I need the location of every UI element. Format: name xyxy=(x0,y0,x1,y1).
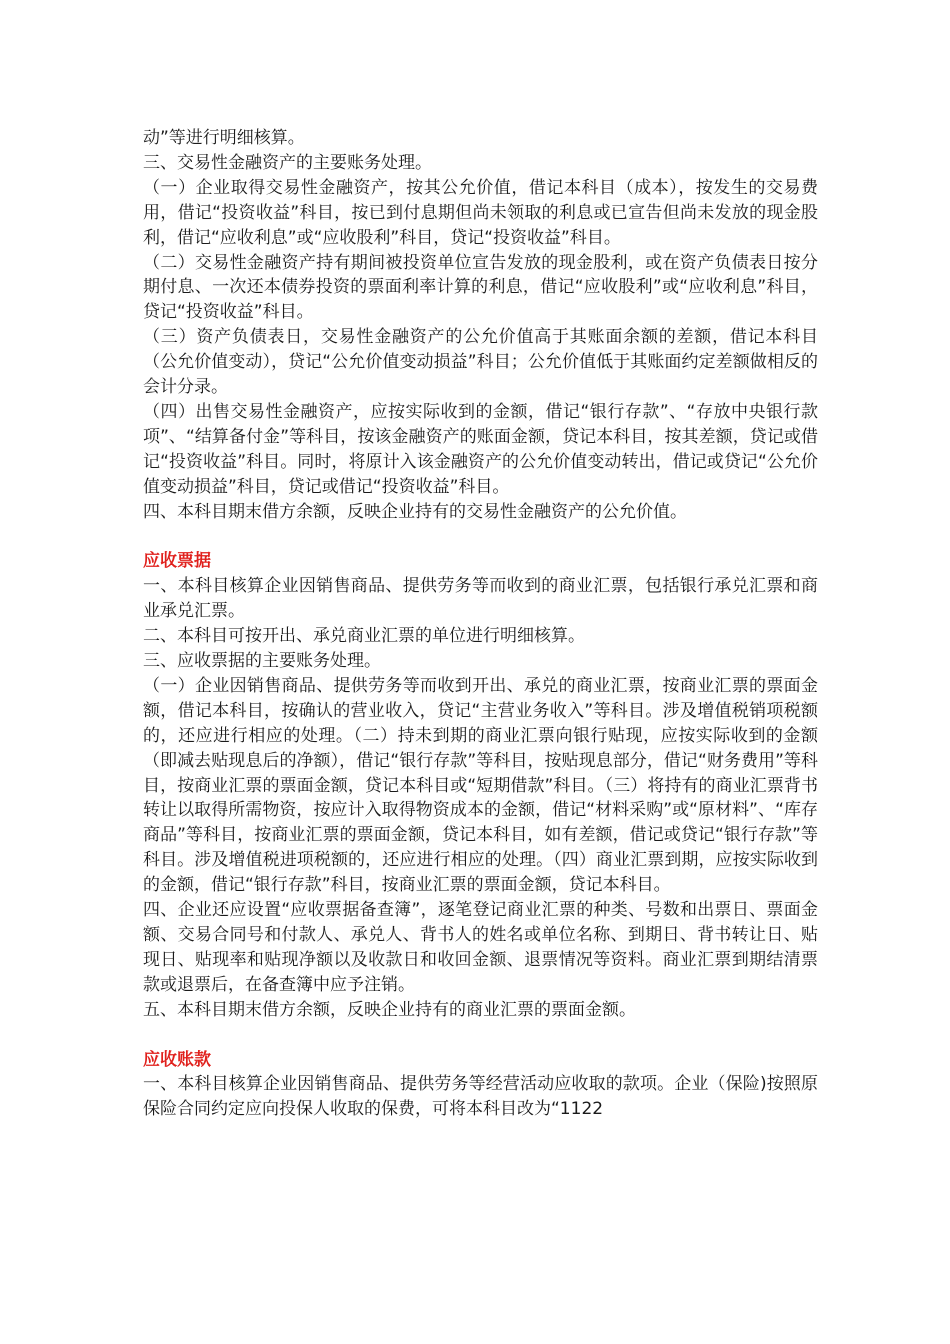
section-spacer xyxy=(143,525,818,550)
paragraph-sub-item-2: （二）交易性金融资产持有期间被投资单位宣告发放的现金股利，或在资产负债表日按分期付息、一次还本债券投资的票面利率计算的利息，借记“应收股利”或“应收利息”科目，贷记“投资收益”科目。 xyxy=(143,252,818,323)
paragraph-item-four: 四、企业还应设置“应收票据备查簿”，逐笔登记商业汇票的种类、号数和出票日、票面金额、交易合同号和付款人、承兑人、背书人的姓名或单位名称、到期日、背书转让日、贴现日、贴现率和贴现净额以及收款日和收回金额、退票情况等资料。商业汇票到期结清票款或退票后，在备查簿中应予注销。 xyxy=(143,900,818,995)
paragraph-sub-item-1: （一）企业取得交易性金融资产，按其公允价值，借记本科目（成本），按发生的交易费用，借记“投资收益”科目，按已到付息期但尚未领取的利息或已宣告但尚未发放的现金股利，借记“应收利息”或“应收股利”科目，贷记“投资收益”科目。 xyxy=(143,177,818,248)
document-body xyxy=(143,126,818,1122)
paragraph-sub-items: （一）企业因销售商品、提供劳务等而收到开出、承兑的商业汇票，按商业汇票的票面金额，借记本科目，按确认的营业收入，贷记“主营业务收入”等科目。涉及增值税销项税额的，还应进行相应的处理。（二）持未到期的商业汇票向银行贴现，应按实际收到的金额（即减去贴现息后的净额），借记“银行存款”等科目，按贴现息部分，借记“财务费用”等科目，按商业汇票的票面金额，贷记本科目或“短期借款”科目。（三）将持有的商业汇票背书转让以取得所需物资，按应计入取得物资成本的金额，借记“材料采购”或“原材料”、“库存商品”等科目，按商业汇票的票面金额，贷记本科目，如有差额，借记或贷记“银行存款”等科目。涉及增值税进项税额的，还应进行相应的处理。（四）商业汇票到期，应按实际收到的金额，借记“银行存款”科目，按商业汇票的票面金额，贷记本科目。 xyxy=(143,675,818,896)
paragraph-item-one: 一、本科目核算企业因销售商品、提供劳务等而收到的商业汇票，包括银行承兑汇票和商业承兑汇票。 xyxy=(143,576,818,622)
paragraph-item-two: 二、本科目可按开出、承兑商业汇票的单位进行明细核算。 xyxy=(143,626,585,647)
section-heading-notes-receivable: 应收票据 xyxy=(143,551,211,572)
section-heading-accounts-receivable: 应收账款 xyxy=(143,1049,211,1070)
paragraph-item-four: 四、本科目期末借方余额，反映企业持有的交易性金融资产的公允价值。 xyxy=(143,501,687,522)
paragraph-item-three: 三、应收票据的主要账务处理。 xyxy=(143,651,381,672)
paragraph-continuation: 动”等进行明细核算。 xyxy=(143,128,305,148)
paragraph-item-three: 三、交易性金融资产的主要账务处理。 xyxy=(143,152,432,173)
section-spacer xyxy=(143,1023,818,1048)
paragraph-sub-item-3: （三）资产负债表日，交易性金融资产的公允价值高于其账面余额的差额，借记本科目（公允价值变动），贷记“公允价值变动损益”科目；公允价值低于其账面约定差额做相反的会计分录。 xyxy=(143,327,818,398)
paragraph-item-five: 五、本科目期末借方余额，反映企业持有的商业汇票的票面金额。 xyxy=(143,999,636,1020)
paragraph-sub-item-4: （四）出售交易性金融资产，应按实际收到的金额，借记“银行存款”、“存放中央银行款项”、“结算备付金”等科目，按该金融资产的账面金额，贷记本科目，按其差额，贷记或借记“投资收益”科目。同时，将原计入该金融资产的公允价值变动转出，借记或贷记“公允价值变动损益”科目，贷记或借记“投资收益”科目。 xyxy=(143,401,818,497)
paragraph-item-one: 一、本科目核算企业因销售商品、提供劳务等经营活动应收取的款项。企业（保险)按照原保险合同约定应向投保人收取的保费，可将本科目改为“1122 xyxy=(143,1074,818,1120)
